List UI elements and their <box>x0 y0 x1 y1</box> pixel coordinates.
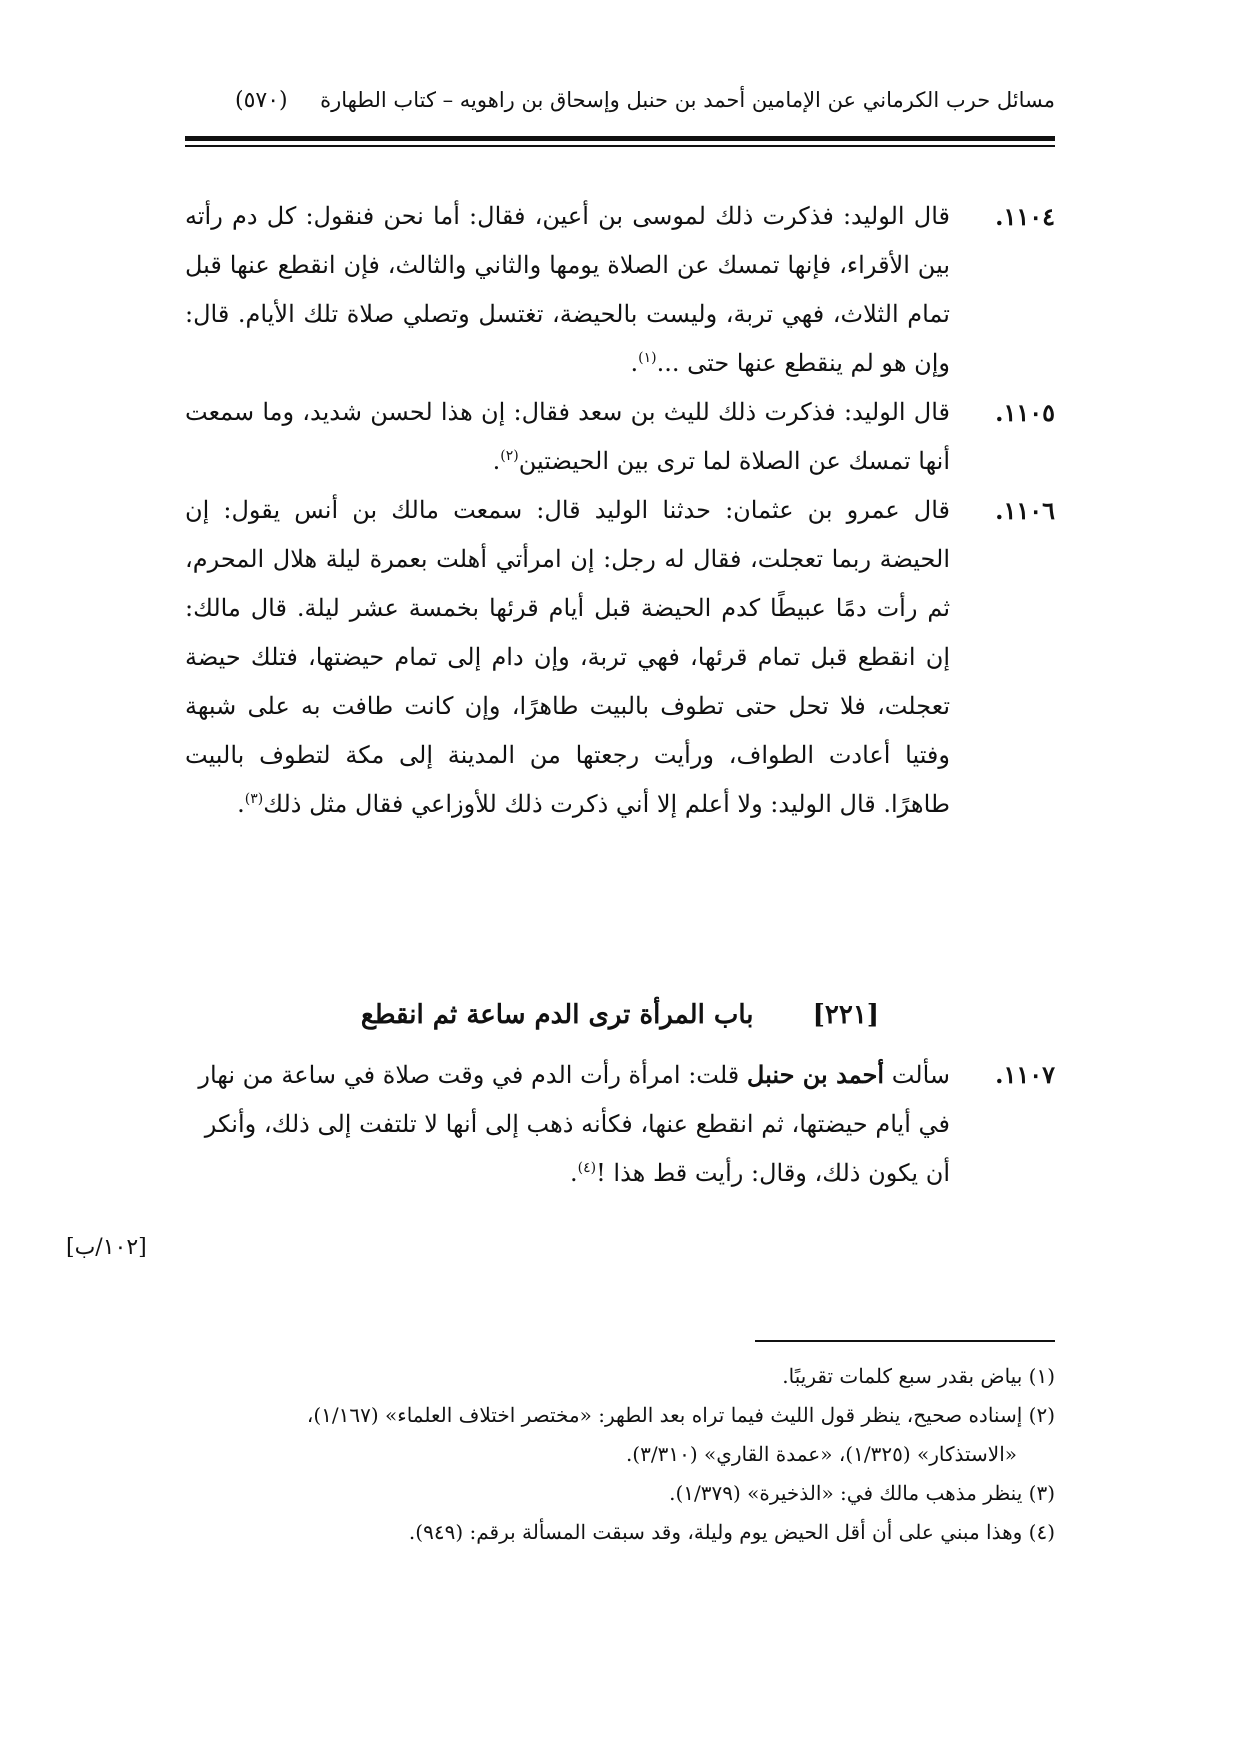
footnote-2: (٢) إسناده صحيح، ينظر قول الليث فيما تراه بعد الطهر: «مختصر اختلاف العلماء» (١/١٦٧)، <box>306 1403 1055 1427</box>
footnotes <box>185 1357 1055 1552</box>
paragraph-text: قال الوليد: فذكرت ذلك لليث بن سعد فقال: إن هذا لحسن شديد، وما سمعت أنها تمسك عن الصلاة لما ترى بين الحيضتين <box>185 398 950 475</box>
paragraph-text: قال الوليد: فذكرت ذلك لموسى بن أعين، فقال: أما نحن فنقول: كل دم رأته بين الأقراء، فإنها تمسك عن الصلاة يومها والثاني والثالث، فإن انقطع عنها قبل تمام الثلاث، فهي تربة، وليست بالحيضة، تغتسل وتصلي صلاة تلك الأيام. قال: وإن هو لم ينقطع عنها حتى ... <box>185 202 950 377</box>
paragraph-text: قال عمرو بن عثمان: حدثنا الوليد قال: سمعت مالك بن أنس يقول: إن الحيضة ربما تعجلت، فقال له رجل: إن امرأتي أهلت بعمرة ليلة هلال المحرم، ثم رأت دمًا عبيطًا كدم الحيضة قبل أيام قرئها بخمسة عشر ليلة. قال مالك: إن انقطع قبل تمام قرئها، فهي تربة، وإن دام إلى تمام حيضتها، فتلك حيضة تعجلت، فلا تحل حتى تطوف بالبيت طاهرًا، وإن كانت طافت به على شبهة وفتيا أعادت الطواف، ورأيت رجعتها من المدينة إلى مكة لتطوف بالبيت طاهرًا. قال الوليد: ولا أعلم إلا أني ذكرت ذلك للأوزاعي فقال مثل ذلك <box>185 496 950 818</box>
chapter-title: باب المرأة ترى الدم ساعة ثم انقطع <box>360 1000 754 1030</box>
running-header <box>235 88 1055 124</box>
paragraph-text-before: سألت <box>891 1061 950 1089</box>
paragraph-1107-block <box>185 1050 1055 1198</box>
paragraph-number: ١١٠٦. <box>995 496 1055 525</box>
footnote-1: (١) بياض بقدر سبع كلمات تقريبًا. <box>782 1364 1055 1388</box>
paragraph-1105 <box>185 388 1055 486</box>
paragraph-end: . <box>630 349 639 377</box>
footnote-ref: (٢) <box>500 448 519 464</box>
paragraph-number: ١١٠٤. <box>995 202 1055 231</box>
header-rule-thick <box>185 136 1055 141</box>
footnote-separator <box>755 1340 1055 1342</box>
footnote-4: (٤) وهذا مبني على أن أقل الحيض يوم وليلة، وقد سبقت المسألة برقم: (٩٤٩). <box>408 1520 1055 1544</box>
footnote-2-continued: «الاستذكار» (١/٣٢٥)، «عمدة القاري» (٣/٣١٠). <box>625 1442 1017 1466</box>
paragraph-1107 <box>185 1050 1055 1198</box>
footnote-ref: (٤) <box>577 1160 597 1176</box>
header-title: مسائل حرب الكرماني عن الإمامين أحمد بن حنبل وإسحاق بن راهويه – كتاب الطهارة <box>320 88 1055 112</box>
paragraph-end: . <box>570 1159 578 1187</box>
paragraph-number: ١١٠٥. <box>995 398 1055 427</box>
header-rule-thin <box>185 145 1055 147</box>
bold-name: أحمد بن حنبل <box>746 1060 885 1089</box>
paragraph-number: ١١٠٧. <box>995 1060 1055 1089</box>
manuscript-folio-ref: [١٠٢/ب] <box>66 1235 147 1260</box>
footnote-ref: (١) <box>638 350 657 366</box>
footnote-3: (٣) ينظر مذهب مالك في: «الذخيرة» (١/٣٧٩). <box>669 1481 1055 1505</box>
paragraph-1106 <box>185 486 1055 829</box>
chapter-heading <box>185 1000 1055 1044</box>
page-number: (٥٧٠) <box>235 88 288 113</box>
main-text <box>185 192 1055 829</box>
paragraph-end: . <box>492 447 501 475</box>
chapter-number: [٢٢١] <box>812 1000 880 1030</box>
footnote-ref: (٣) <box>244 791 264 807</box>
paragraph-end: . <box>237 790 245 818</box>
paragraph-1104 <box>185 192 1055 388</box>
paragraph-text-after: قلت: امرأة رأت الدم في وقت صلاة في ساعة من نهار في أيام حيضتها، ثم انقطع عنها، فكأنه ذهب إلى أنها لا تلتفت إلى ذلك، وأنكر أن يكون ذلك، وقال: رأيت قط هذا ! <box>198 1061 950 1187</box>
